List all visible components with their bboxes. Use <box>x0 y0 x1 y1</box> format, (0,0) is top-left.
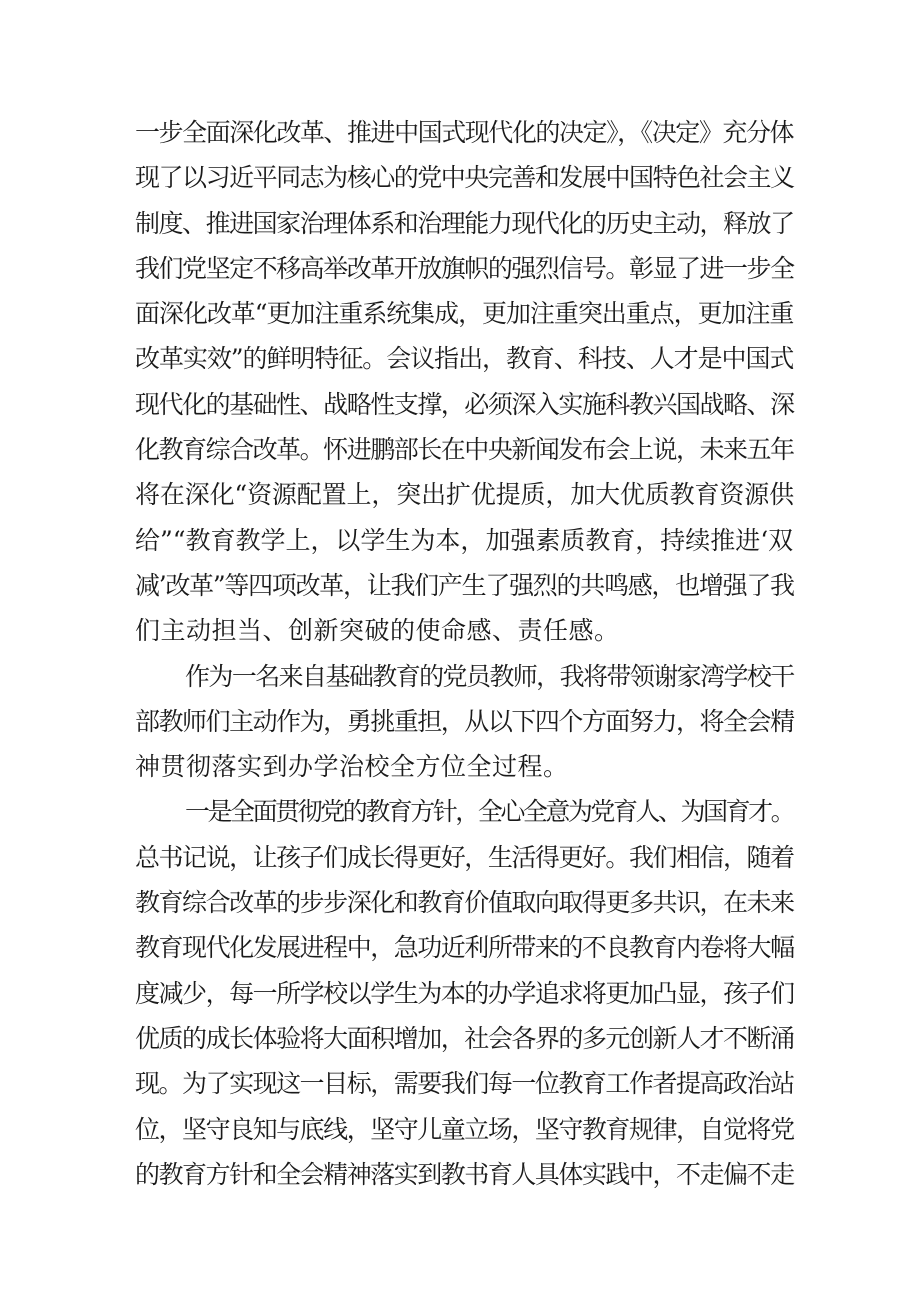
text-line: 一步全面深化改革、推进中国式现代化的决定》，《决定》充分体 <box>135 118 794 147</box>
text-line: 化教育综合改革。怀进鹏部长在中央新闻发布会上说，未来五年 <box>135 435 794 465</box>
body-text <box>135 110 795 1197</box>
text-line: 现。为了实现这一目标，需要我们每一位教育工作者提高政治站 <box>135 1069 794 1099</box>
text-line: 教育综合改革的步步深化和教育价值取向取得更多共识，在未来 <box>135 888 794 918</box>
text-line: 减’改革”等四项改革，让我们产生了强烈的共鸣感，也增强了我 <box>135 570 794 600</box>
text-line: 我们党坚定不移高举改革开放旗帜的强烈信号。彰显了进一步全 <box>135 253 794 283</box>
text-line: 总书记说，让孩子们成长得更好，生活得更好。我们相信，随着 <box>135 842 794 872</box>
text-line: 教育现代化发展进程中，急功近利所带来的不良教育内卷将大幅 <box>135 933 794 963</box>
text-line: 现了以习近平同志为核心的党中央完善和发展中国特色社会主义 <box>135 163 794 193</box>
text-line: 一是全面贯彻党的教育方针，全心全意为党育人、为国育才。 <box>185 797 794 827</box>
text-line: 部教师们主动作为，勇挑重担，从以下四个方面努力，将全会精 <box>135 706 794 736</box>
text-line: 改革实效”的鲜明特征。会议指出，教育、科技、人才是中国式 <box>135 344 794 374</box>
text-line: 度减少，每一所学校以学生为本的办学追求将更加凸显，孩子们 <box>135 978 794 1008</box>
text-line: 将在深化“资源配置上，突出扩优提质，加大优质教育资源供 <box>135 480 794 510</box>
text-line: 优质的成长体验将大面积增加，社会各界的多元创新人才不断涌 <box>135 1023 794 1053</box>
text-line: 给”“教育教学上，以学生为本，加强素质教育，持续推进‘双 <box>135 525 794 555</box>
text-line: 神贯彻落实到办学治校全方位全过程。 <box>135 752 569 782</box>
text-line: 的教育方针和全会精神落实到教书育人具体实践中，不走偏不走 <box>135 1159 794 1189</box>
text-line: 位，坚守良知与底线，坚守儿童立场，坚守教育规律，自觉将党 <box>135 1114 794 1144</box>
text-line: 制度、推进国家治理体系和治理能力现代化的历史主动，释放了 <box>135 208 794 238</box>
text-line: 面深化改革“更加注重系统集成，更加注重突出重点，更加注重 <box>135 299 794 329</box>
text-line: 现代化的基础性、战略性支撑，必须深入实施科教兴国战略、深 <box>135 389 794 419</box>
text-line: 作为一名来自基础教育的党员教师，我将带领谢家湾学校干 <box>185 661 794 691</box>
text-line: 们主动担当、创新突破的使命感、责任感。 <box>135 616 620 646</box>
